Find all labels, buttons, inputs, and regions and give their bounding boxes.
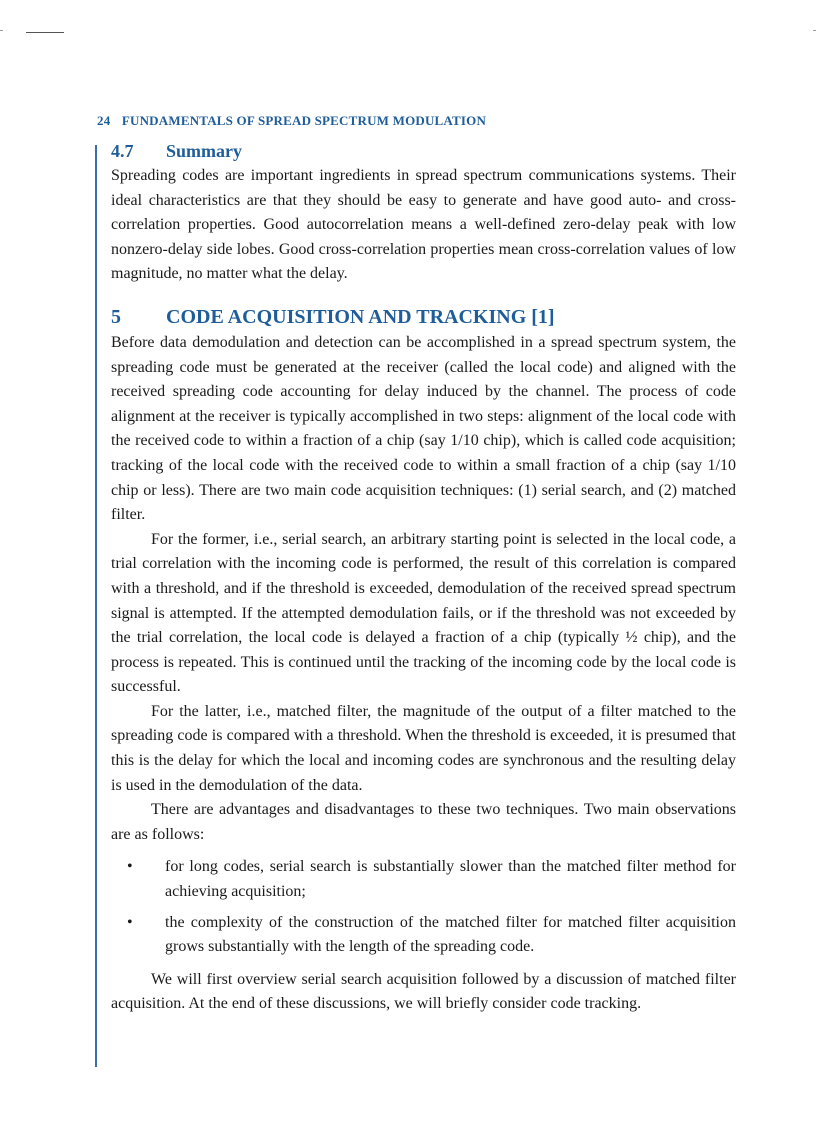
section-number: 4.7 [111,141,134,161]
page-number: 24 [97,113,111,128]
list-item-text: the complexity of the construction of the matched filter for matched filter acquisition grows substantially with the length of the spreading code. [165,913,736,956]
paragraph-1: Before data demodulation and detection can be accomplished in a spread spectrum system, the spreading code must be generated at the receiver (called the local code) and aligned with the received spreading code accounting for delay induced by the channel. The process of code alignment at the receiver is typically accomplished in two steps: alignment of the local code with the received code to within a fraction of a chip (say 1/10 chip), which is called code acquisition; tracking of the local code with the received code to within a small fraction of a chip (say 1/10 chip or less). There are two main code acquisition techniques: (1) serial search, and (2) matched filter. [111,333,736,524]
paragraph-4: There are advantages and disadvantages to these two techniques. Two main observations are as follows: [111,801,736,843]
list-item-text: for long codes, serial search is substantially slower than the matched filter method for achieving acquisition; [165,858,736,901]
running-head-title: FUNDAMENTALS OF SPREAD SPECTRUM MODULATION [121,113,487,128]
paragraph-2: For the former, i.e., serial search, an arbitrary starting point is selected in the local code, a trial correlation with the incoming code is performed, the result of this correlation is compared with a threshold, and if the threshold is exceeded, demodulation of the received spread spectrum signal is attempted. If the attempted demodulation fails, or if the threshold was not exceeded by the trial correlation, the local code is delayed a fraction of a chip (typically ½ chip), and the process is repeated. This is continued until the tracking of the incoming code by the local code is successful. [111,530,736,696]
paragraph-3: For the latter, i.e., matched filter, the magnitude of the output of a filter matched to the spreading code is compared with a threshold. When the threshold is exceeded, it is presumed that this is the delay for which the local and incoming codes are synchronous and the resulting delay is used in the demodulation of the data. [111,702,736,794]
page-body [111,138,736,1017]
list-item [111,855,736,904]
bullet-icon: • [127,913,133,931]
observations-list [111,855,736,959]
summary-paragraph: Spreading codes are important ingredients in spread spectrum communications systems. Their ideal characteristics are that they should be easy to generate and have good auto- and cross-correlation properties. Good autocorrelation means a well-defined zero-delay peak with low nonzero-delay side lobes. Good cross-correlation properties mean cross-correlation values of low magnitude, no matter what the delay. [111,167,736,283]
bullet-icon: • [127,858,133,876]
margin-change-bar [95,145,97,1067]
crop-mark-line [26,32,64,33]
section-title: Summary [166,141,242,161]
section-4-7-heading [111,138,736,164]
list-item [111,911,736,960]
section-number: 5 [111,305,121,328]
section-5-heading [111,303,736,331]
running-head [97,113,486,129]
section-title: CODE ACQUISITION AND TRACKING [1] [166,305,555,328]
paragraph-5: We will first overview serial search acquisition followed by a discussion of matched filter acquisition. At the end of these discussions, we will briefly consider code tracking. [111,970,736,1013]
crop-mark-left [0,30,3,31]
